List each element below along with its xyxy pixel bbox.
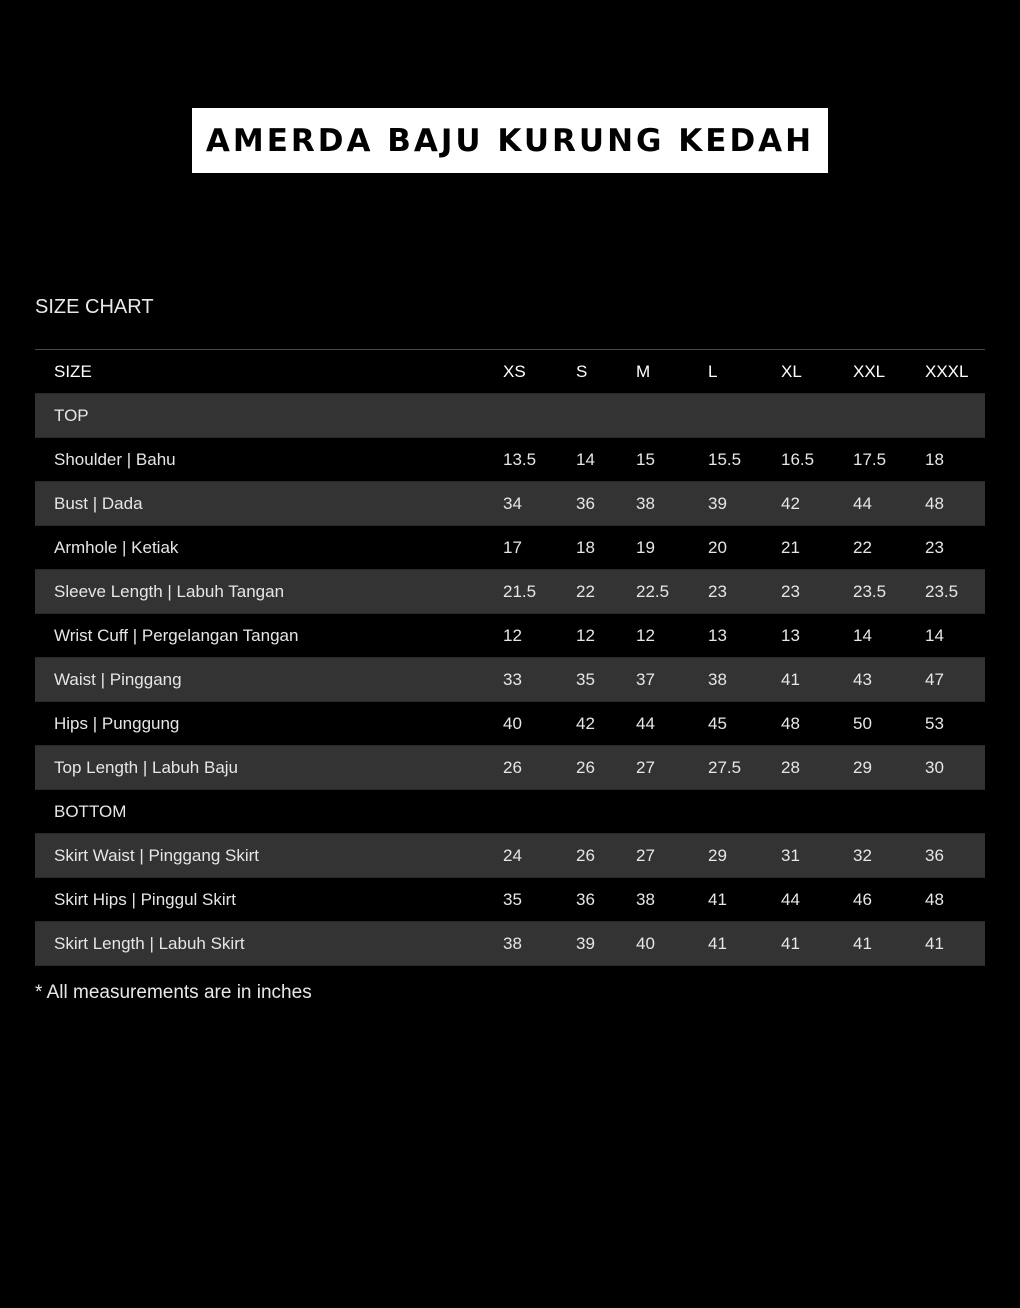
table-cell: 48 <box>925 494 944 513</box>
table-cell: 42 <box>576 714 595 733</box>
table-cell: 14 <box>853 626 872 645</box>
table-header-row <box>35 350 985 394</box>
table-cell: 48 <box>925 890 944 909</box>
row-label: Sleeve Length | Labuh Tangan <box>54 582 285 601</box>
table-cell: 18 <box>925 450 944 469</box>
table-cell: 41 <box>781 934 800 953</box>
table-cell: 38 <box>636 890 655 909</box>
table-cell: 20 <box>708 538 727 557</box>
row-label: Top Length | Labuh Baju <box>54 758 239 777</box>
header-size: XL <box>781 362 802 381</box>
header-label: SIZE <box>54 362 92 381</box>
row-label: Skirt Hips | Pinggul Skirt <box>54 890 237 909</box>
table-cell: 31 <box>781 846 800 865</box>
row-label: Bust | Dada <box>54 494 143 513</box>
table-cell: 23 <box>925 538 944 557</box>
table-row <box>35 878 985 922</box>
header-size: XXXL <box>925 362 969 381</box>
table-cell: 39 <box>576 934 595 953</box>
table-cell: 41 <box>708 934 727 953</box>
table-cell: 50 <box>853 714 872 733</box>
table-cell: 44 <box>781 890 800 909</box>
row-label: Armhole | Ketiak <box>54 538 179 557</box>
table-cell: 23.5 <box>925 582 959 601</box>
group-header-bottom <box>35 790 985 834</box>
table-cell: 36 <box>925 846 944 865</box>
table-row <box>35 526 985 570</box>
table-cell: 38 <box>636 494 655 513</box>
group-label: BOTTOM <box>54 802 127 821</box>
table-row <box>35 834 985 878</box>
table-cell: 33 <box>503 670 522 689</box>
table-cell: 24 <box>503 846 522 865</box>
table-cell: 45 <box>708 714 727 733</box>
title-banner <box>192 108 828 173</box>
table-cell: 44 <box>636 714 655 733</box>
table-cell: 13 <box>781 626 800 645</box>
table-cell: 16.5 <box>781 450 815 469</box>
group-header-top <box>35 394 985 438</box>
row-label: Skirt Waist | Pinggang Skirt <box>54 846 260 865</box>
table-cell: 26 <box>576 758 595 777</box>
table-cell: 15 <box>636 450 655 469</box>
table-cell: 27.5 <box>708 758 742 777</box>
measurement-footnote: * All measurements are in inches <box>35 982 312 1003</box>
table-cell: 22 <box>853 538 872 557</box>
group-label: TOP <box>54 406 89 425</box>
table-cell: 36 <box>576 494 595 513</box>
table-row <box>35 922 985 966</box>
table-row <box>35 570 985 614</box>
table-cell: 40 <box>636 934 655 953</box>
table-cell: 44 <box>853 494 872 513</box>
table-cell: 41 <box>853 934 872 953</box>
header-size: M <box>636 362 651 381</box>
table-cell: 23 <box>781 582 800 601</box>
table-cell: 23 <box>708 582 727 601</box>
header-size: XS <box>503 362 526 381</box>
table-cell: 46 <box>853 890 872 909</box>
row-label: Skirt Length | Labuh Skirt <box>54 934 245 953</box>
table-cell: 27 <box>636 846 655 865</box>
table-row <box>35 702 985 746</box>
table-cell: 30 <box>925 758 944 777</box>
table-cell: 13 <box>708 626 727 645</box>
table-cell: 36 <box>576 890 595 909</box>
table-cell: 18 <box>576 538 595 557</box>
table-cell: 12 <box>503 626 522 645</box>
section-title: SIZE CHART <box>35 296 154 318</box>
table-cell: 23.5 <box>853 582 887 601</box>
table-cell: 53 <box>925 714 944 733</box>
table-cell: 38 <box>503 934 522 953</box>
table-cell: 22 <box>576 582 595 601</box>
table-row <box>35 746 985 790</box>
table-cell: 41 <box>781 670 800 689</box>
table-cell: 48 <box>781 714 800 733</box>
table-cell: 19 <box>636 538 655 557</box>
table-row <box>35 482 985 526</box>
table-cell: 35 <box>576 670 595 689</box>
table-cell: 37 <box>636 670 655 689</box>
table-cell: 26 <box>576 846 595 865</box>
table-row <box>35 438 985 482</box>
table-cell: 22.5 <box>636 582 670 601</box>
row-label: Hips | Punggung <box>54 714 180 733</box>
header-size: L <box>708 362 718 381</box>
table-row <box>35 658 985 702</box>
table-cell: 29 <box>708 846 727 865</box>
table-cell: 12 <box>636 626 655 645</box>
table-cell: 12 <box>576 626 595 645</box>
header-size: XXL <box>853 362 886 381</box>
table-cell: 40 <box>503 714 522 733</box>
row-label: Waist | Pinggang <box>54 670 182 689</box>
table-cell: 13.5 <box>503 450 537 469</box>
table-cell: 34 <box>503 494 522 513</box>
table-cell: 21 <box>781 538 800 557</box>
table-cell: 15.5 <box>708 450 742 469</box>
table-cell: 43 <box>853 670 872 689</box>
table-cell: 17.5 <box>853 450 887 469</box>
table-cell: 17 <box>503 538 522 557</box>
table-cell: 47 <box>925 670 944 689</box>
table-cell: 14 <box>576 450 595 469</box>
table-cell: 32 <box>853 846 872 865</box>
table-cell: 42 <box>781 494 800 513</box>
table-cell: 29 <box>853 758 872 777</box>
page-title: AMERDA BAJU KURUNG KEDAH <box>205 122 815 159</box>
table-row <box>35 614 985 658</box>
table-cell: 38 <box>708 670 727 689</box>
table-cell: 39 <box>708 494 727 513</box>
table-cell: 41 <box>925 934 944 953</box>
table-cell: 35 <box>503 890 522 909</box>
table-cell: 14 <box>925 626 944 645</box>
row-label: Shoulder | Bahu <box>54 450 176 469</box>
header-size: S <box>576 362 588 381</box>
table-cell: 27 <box>636 758 655 777</box>
table-cell: 28 <box>781 758 800 777</box>
row-label: Wrist Cuff | Pergelangan Tangan <box>54 626 299 645</box>
size-chart-table <box>35 349 985 966</box>
table-cell: 26 <box>503 758 522 777</box>
table-cell: 21.5 <box>503 582 537 601</box>
table-cell: 41 <box>708 890 727 909</box>
